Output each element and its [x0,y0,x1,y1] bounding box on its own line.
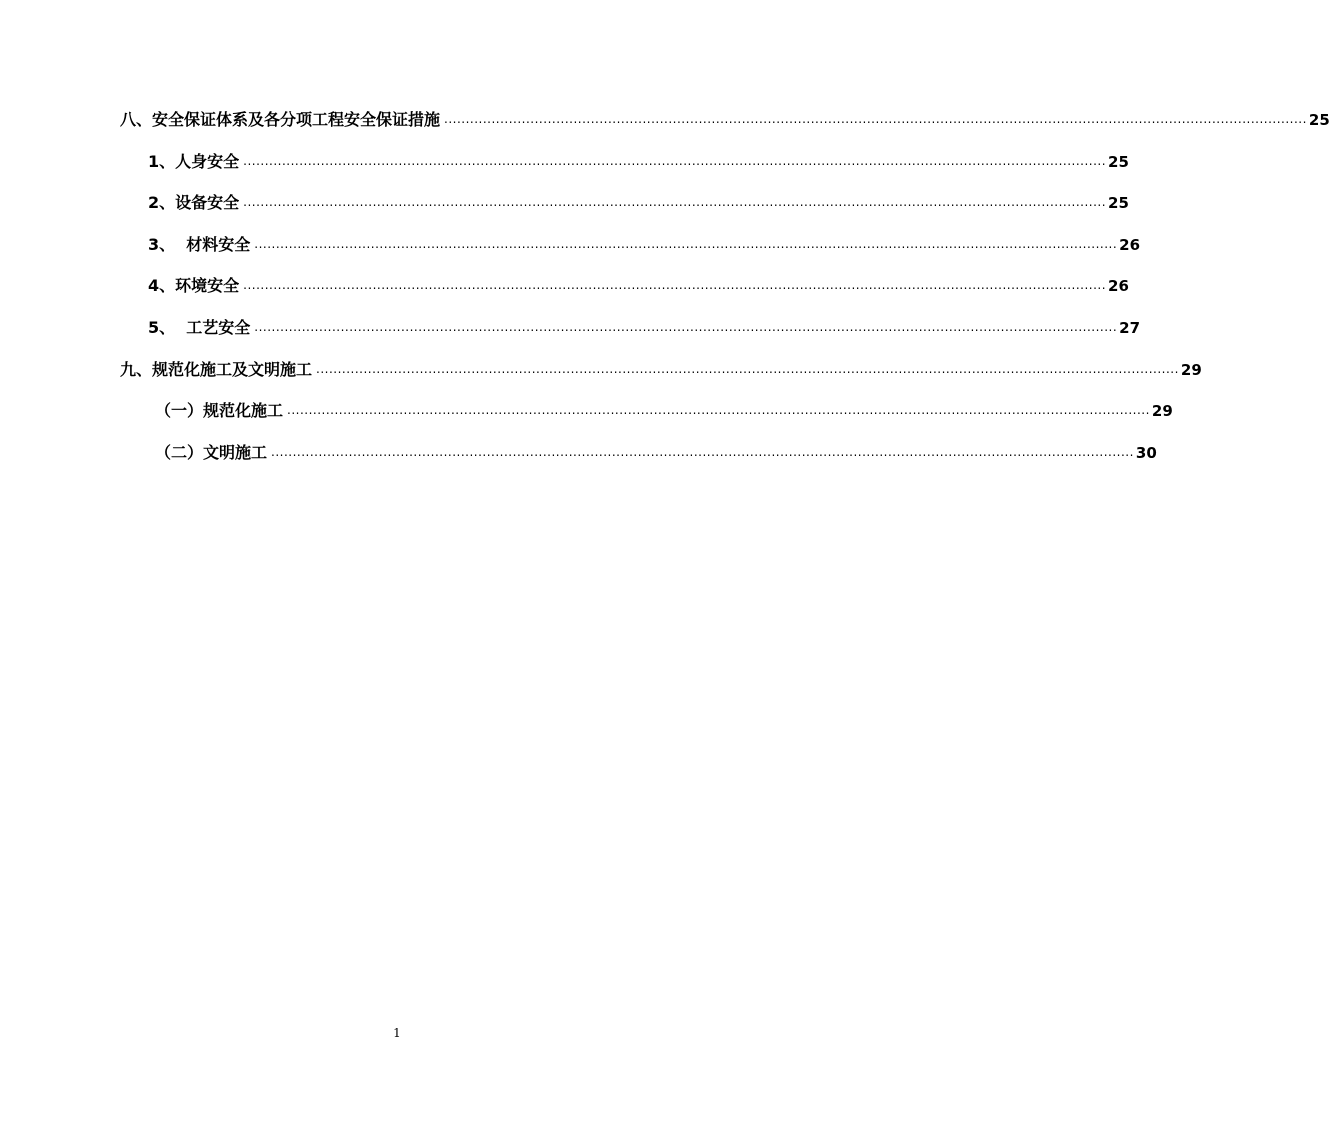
toc-dot-leader: ........................................................................................................................................................................................................ [254,237,1118,251]
toc-entry-title: 八、安全保证体系及各分项工程安全保证措施 [120,110,441,129]
toc-entry-title: 1、人身安全 [148,152,240,171]
toc-entry-title: （二）文明施工 [155,443,268,462]
toc-dot-leader: ........................................................................................................................................................................................................ [243,195,1107,209]
toc-entry-title: （一）规范化施工 [155,401,284,420]
toc-entry-title: 2、设备安全 [148,193,240,212]
toc-entry-page: 29 [1180,361,1202,379]
toc-entry-page: 29 [1151,402,1173,420]
toc-entry-page: 25 [1108,153,1129,171]
toc-entry-standardized-construction[interactable] [155,397,1173,421]
toc-dot-leader: ........................................................................................................................................................................................................ [316,362,1179,376]
toc-entry-material-safety[interactable] [148,231,1141,255]
toc-dot-leader: ........................................................................................................................................................................................................ [287,403,1150,417]
toc-entry-title: 5、 工艺安全 [148,318,251,337]
toc-entry-page: 25 [1308,111,1330,129]
toc-entry-page: 30 [1135,444,1157,462]
toc-entry-process-safety[interactable] [148,314,1141,338]
toc-entry-page: 27 [1119,319,1141,337]
toc-dot-leader: ........................................................................................................................................................................................................ [254,320,1118,334]
toc-dot-leader: ........................................................................................................................................................................................................ [444,112,1307,126]
toc-entry-section-8[interactable] [120,106,1330,130]
toc-dot-leader: ........................................................................................................................................................................................................ [243,154,1107,168]
toc-entry-personal-safety[interactable] [148,148,1129,172]
toc-entry-environment-safety[interactable] [148,272,1129,296]
toc-entry-page: 25 [1108,194,1129,212]
toc-dot-leader: ........................................................................................................................................................................................................ [243,278,1107,292]
toc-entry-page: 26 [1108,277,1129,295]
toc-entry-title: 九、规范化施工及文明施工 [120,360,313,379]
toc-entry-title: 4、环境安全 [148,276,240,295]
toc-dot-leader: ........................................................................................................................................................................................................ [271,445,1134,459]
page-number: 1 [393,1026,401,1040]
toc-entry-page: 26 [1119,236,1141,254]
toc-entry-title: 3、 材料安全 [148,235,251,254]
toc-entry-section-9[interactable] [120,356,1202,380]
toc-entry-civilized-construction[interactable] [155,439,1157,463]
toc-entry-equipment-safety[interactable] [148,189,1129,213]
